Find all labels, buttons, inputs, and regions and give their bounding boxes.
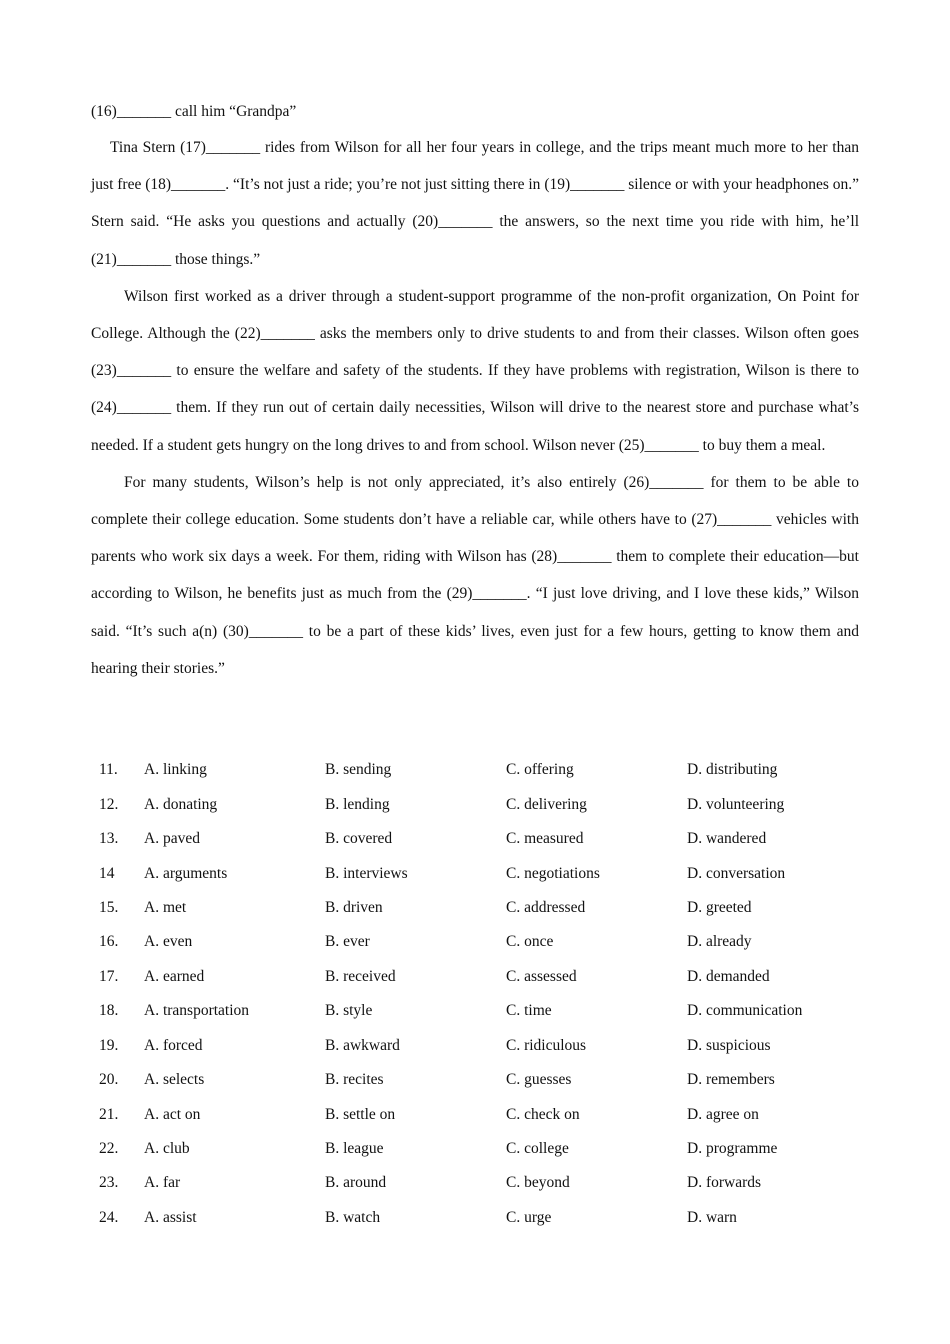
- option-d: D. conversation: [687, 864, 786, 882]
- option-a: A. earned: [144, 967, 205, 985]
- question-number: 16.: [99, 933, 119, 951]
- question-number: 13.: [99, 830, 119, 848]
- option-d: D. warn: [687, 1208, 737, 1226]
- option-c: C. ridiculous: [506, 1036, 587, 1054]
- option-a: A. assist: [144, 1208, 197, 1226]
- question-row: [91, 753, 859, 787]
- question-row: [91, 960, 859, 994]
- option-c: C. urge: [506, 1208, 552, 1226]
- passage-paragraph-2: Tina Stern (17)_______ rides from Wilson for all her four years in college, and the trips meant much more to her than just free (18)_______. “It’s not just a ride; you’re not just sitting there in (19)_______ silence or with your headphones on.” Stern said. “He asks you questions and actually (20)_______ the answers, so the next time you ride with him, he’ll (21)_______ those things.”: [91, 139, 859, 268]
- option-a: A. act on: [144, 1105, 201, 1123]
- option-c: C. check on: [506, 1105, 580, 1123]
- option-b: B. lending: [325, 795, 390, 813]
- question-number: 12.: [99, 795, 119, 813]
- option-c: C. measured: [506, 830, 584, 848]
- question-number: 23.: [99, 1174, 119, 1192]
- option-b: B. league: [325, 1140, 384, 1158]
- option-a: A. transportation: [144, 1002, 250, 1020]
- option-b: B. interviews: [325, 864, 408, 882]
- option-d: D. volunteering: [687, 795, 785, 813]
- question-row: [91, 1029, 859, 1063]
- option-a: A. selects: [144, 1071, 205, 1089]
- question-number: 15.: [99, 898, 119, 916]
- question-row: [91, 1166, 859, 1200]
- option-c: C. assessed: [506, 967, 577, 985]
- option-a: A. arguments: [144, 864, 228, 882]
- question-number: 22.: [99, 1140, 119, 1158]
- option-b: B. around: [325, 1174, 387, 1192]
- option-d: D. already: [687, 933, 752, 951]
- option-b: B. awkward: [325, 1036, 400, 1054]
- option-c: C. guesses: [506, 1071, 572, 1089]
- option-d: D. forwards: [687, 1174, 762, 1192]
- question-number: 11.: [99, 761, 118, 779]
- option-a: A. far: [144, 1174, 181, 1192]
- question-number: 24.: [99, 1208, 119, 1226]
- option-c: C. offering: [506, 761, 574, 779]
- option-b: B. received: [325, 967, 396, 985]
- passage: [91, 95, 859, 687]
- option-b: B. ever: [325, 933, 370, 951]
- option-a: A. forced: [144, 1036, 203, 1054]
- passage-paragraph-3: Wilson first worked as a driver through a student-support programme of the non-profit organization, On Point for College. Although the (22)_______ asks the members only to drive students to and from their classes. Wilson often goes (23)_______ to ensure the welfare and safety of the students. If they have problems with registration, Wilson is there to (24)_______ them. If they run out of certain daily necessities, Wilson will drive to the nearest store and purchase what’s needed. If a student gets hungry on the long drives to and from school. Wilson never (25)_______ to buy them a meal.: [91, 287, 859, 454]
- option-d: D. communication: [687, 1002, 803, 1020]
- question-row: [91, 856, 859, 890]
- option-b: B. recites: [325, 1071, 384, 1089]
- question-number: 14: [99, 864, 115, 882]
- question-row: [91, 1201, 859, 1235]
- answer-options-list: [91, 753, 859, 1235]
- option-c: C. once: [506, 933, 554, 951]
- option-d: D. agree on: [687, 1105, 759, 1123]
- question-number: 20.: [99, 1071, 119, 1089]
- question-row: [91, 925, 859, 959]
- option-a: A. club: [144, 1140, 190, 1158]
- option-d: D. remembers: [687, 1071, 775, 1089]
- question-row: [91, 1132, 859, 1166]
- question-row: [91, 1063, 859, 1097]
- option-a: A. donating: [144, 795, 218, 813]
- question-number: 18.: [99, 1002, 119, 1020]
- question-row: [91, 822, 859, 856]
- question-row: [91, 787, 859, 821]
- option-b: B. settle on: [325, 1105, 396, 1123]
- option-c: C. negotiations: [506, 864, 600, 882]
- passage-paragraph-4: For many students, Wilson’s help is not only appreciated, it’s also entirely (26)_______ for them to be able to complete their college education. Some students don’t have a reliable car, while others have to (27)_______ vehicles with parents who work six days a week. For them, riding with Wilson has (28)_______ them to complete their education—but according to Wilson, he benefits just as much from the (29)_______. “I just love driving, and I love these kids,” Wilson said. “It’s such a(n) (30)_______ to be a part of these kids’ lives, even just for a few hours, getting to know them and hearing their stories.”: [91, 473, 859, 677]
- option-d: D. distributing: [687, 761, 778, 779]
- question-row: [91, 1097, 859, 1131]
- option-c: C. time: [506, 1002, 552, 1020]
- question-number: 21.: [99, 1105, 119, 1123]
- option-d: D. wandered: [687, 830, 767, 848]
- option-a: A. paved: [144, 830, 200, 848]
- option-c: C. addressed: [506, 898, 586, 916]
- question-row: [91, 994, 859, 1028]
- option-d: D. programme: [687, 1140, 778, 1158]
- option-c: C. delivering: [506, 795, 587, 813]
- option-d: D. greeted: [687, 898, 752, 916]
- passage-paragraph-1: (16)_______ call him “Grandpa”: [91, 103, 297, 120]
- option-c: C. beyond: [506, 1174, 570, 1192]
- option-b: B. watch: [325, 1208, 381, 1226]
- option-a: A. even: [144, 933, 193, 951]
- option-b: B. driven: [325, 898, 383, 916]
- option-c: C. college: [506, 1140, 569, 1158]
- option-b: B. sending: [325, 761, 392, 779]
- question-row: [91, 891, 859, 925]
- option-b: B. covered: [325, 830, 393, 848]
- question-number: 19.: [99, 1036, 119, 1054]
- option-d: D. suspicious: [687, 1036, 771, 1054]
- question-number: 17.: [99, 967, 119, 985]
- option-a: A. linking: [144, 761, 207, 779]
- option-b: B. style: [325, 1002, 373, 1020]
- option-a: A. met: [144, 898, 187, 916]
- option-d: D. demanded: [687, 967, 770, 985]
